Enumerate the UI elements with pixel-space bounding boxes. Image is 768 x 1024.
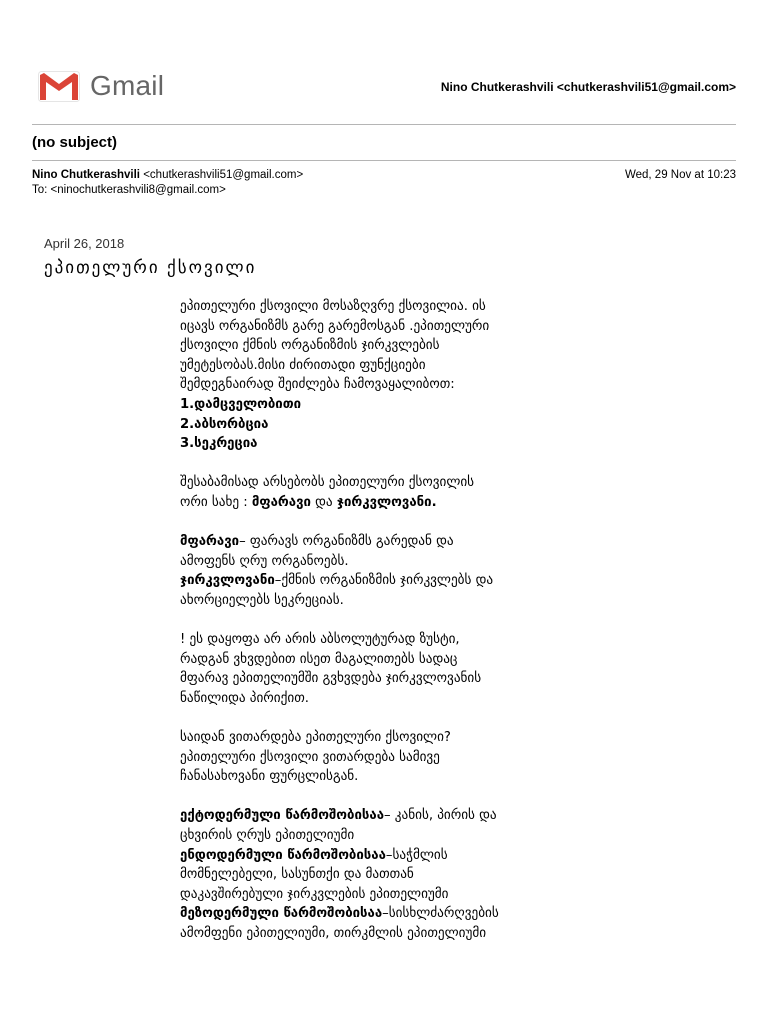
glandular-line: ახორციელებს სეკრეციას. — [180, 592, 344, 608]
header-divider — [32, 124, 736, 125]
covering-desc: – ფარავს ორგანიზმს გარედან და — [239, 534, 454, 550]
glandular-desc: –ქმნის ორგანიზმის ჯირკვლებს და — [274, 573, 494, 589]
covering-term: მფარავი — [180, 534, 240, 550]
meso-line: ამომფენი ეპითელიუმი, თირკმლის ეპითელიუმი — [180, 926, 487, 941]
endo-term: ენდოდერმული წარმოშობისაა — [180, 847, 386, 863]
meso-line — [180, 904, 600, 924]
types-prefix: ორი სახე : — [180, 494, 252, 510]
sender-name: Nino Chutkerashvili — [32, 169, 140, 181]
intro-line: შემდეგნაირად შეიძლება ჩამოვაყალიბოთ: — [180, 377, 455, 393]
document-title: ეპითელური ქსოვილი — [44, 258, 257, 278]
types-line — [180, 493, 600, 513]
email-subject: (no subject) — [32, 134, 117, 151]
meso-desc: –სისხლძარღვების — [382, 906, 499, 922]
account-label: Nino Chutkerashvili <chutkerashvili51@gmail.com> — [440, 80, 736, 94]
intro-line: ქსოვილი ქმნის ორგანიზმის ჯირკვლების — [180, 338, 440, 354]
subject-divider — [32, 160, 736, 161]
meso-term: მეზოდერმული წარმოშობისაა — [180, 906, 383, 922]
endo-line: დაკავშირებული ჯირკვლების ეპითელიუმი — [180, 886, 449, 902]
covering-line: ამოფენს ღრუ ორგანოებს. — [180, 553, 349, 569]
glandular-line — [180, 571, 600, 591]
intro-line: ეპითელური ქსოვილი მოსაზღვრე ქსოვილია. ის — [180, 299, 486, 314]
sender-email: <chutkerashvili51@gmail.com> — [143, 169, 304, 181]
types-line: შესაბამისად არსებობს ეპითელური ქსოვილის — [180, 475, 475, 491]
ecto-desc: – კანის, პირის და — [384, 808, 497, 824]
function-item: 1.დამცველობითი — [180, 396, 302, 412]
recipient-line: To: <ninochutkerashvili8@gmail.com> — [32, 184, 226, 196]
gmail-header — [0, 0, 768, 124]
document-date: April 26, 2018 — [44, 236, 125, 251]
gmail-logo — [38, 70, 164, 102]
note-line: ! ეს დაყოფა არ არის აბსოლუტურად ზუსტი, — [180, 632, 460, 648]
function-item: 2.აბსორბცია — [180, 416, 269, 432]
origin-line: ეპითელური ქსოვილი ვითარდება სამივე — [180, 749, 440, 765]
note-line: ნაწილიდა პირიქით. — [180, 690, 309, 706]
function-item: 3.სეკრეცია — [180, 436, 258, 452]
endo-desc: –საჭმლის — [385, 847, 448, 863]
note-line: მფარავ ეპითელიუმში გვხვდება ჯირკვლოვანის — [180, 671, 482, 687]
covering-line — [180, 532, 600, 552]
gmail-envelope-icon — [38, 71, 80, 102]
intro-line: იცავს ორგანიზმს გარე გარემოსგან .ეპითელური — [180, 318, 490, 334]
ecto-line — [180, 806, 600, 826]
glandular-term: ჯირკვლოვანი — [180, 573, 275, 589]
types-and: და — [310, 494, 337, 510]
endo-line — [180, 846, 600, 866]
ecto-line: ცხვირის ღრუს ეპითელიუმი — [180, 828, 355, 844]
type-covering: მფარავი — [251, 494, 311, 510]
endo-line: მომნელებელი, სასუნთქი და მათთან — [180, 867, 414, 883]
sent-date: Wed, 29 Nov at 10:23 — [624, 169, 736, 181]
origin-line: ჩანასახოვანი ფურცლისგან. — [180, 769, 359, 785]
document-body — [180, 297, 600, 944]
ecto-term: ექტოდერმული წარმოშობისაა — [180, 808, 385, 824]
intro-line: უმეტესობას.მისი ძირითადი ფუნქციები — [180, 357, 426, 373]
gmail-logo-text: Gmail — [90, 70, 165, 101]
origin-line: საიდან ვითარდება ეპითელური ქსოვილი? — [180, 730, 451, 746]
type-glandular: ჯირკვლოვანი. — [336, 494, 437, 510]
note-line: რადგან ვხვდებით ისეთ მაგალითებს სადაც — [180, 651, 458, 667]
sender-line — [32, 169, 303, 181]
